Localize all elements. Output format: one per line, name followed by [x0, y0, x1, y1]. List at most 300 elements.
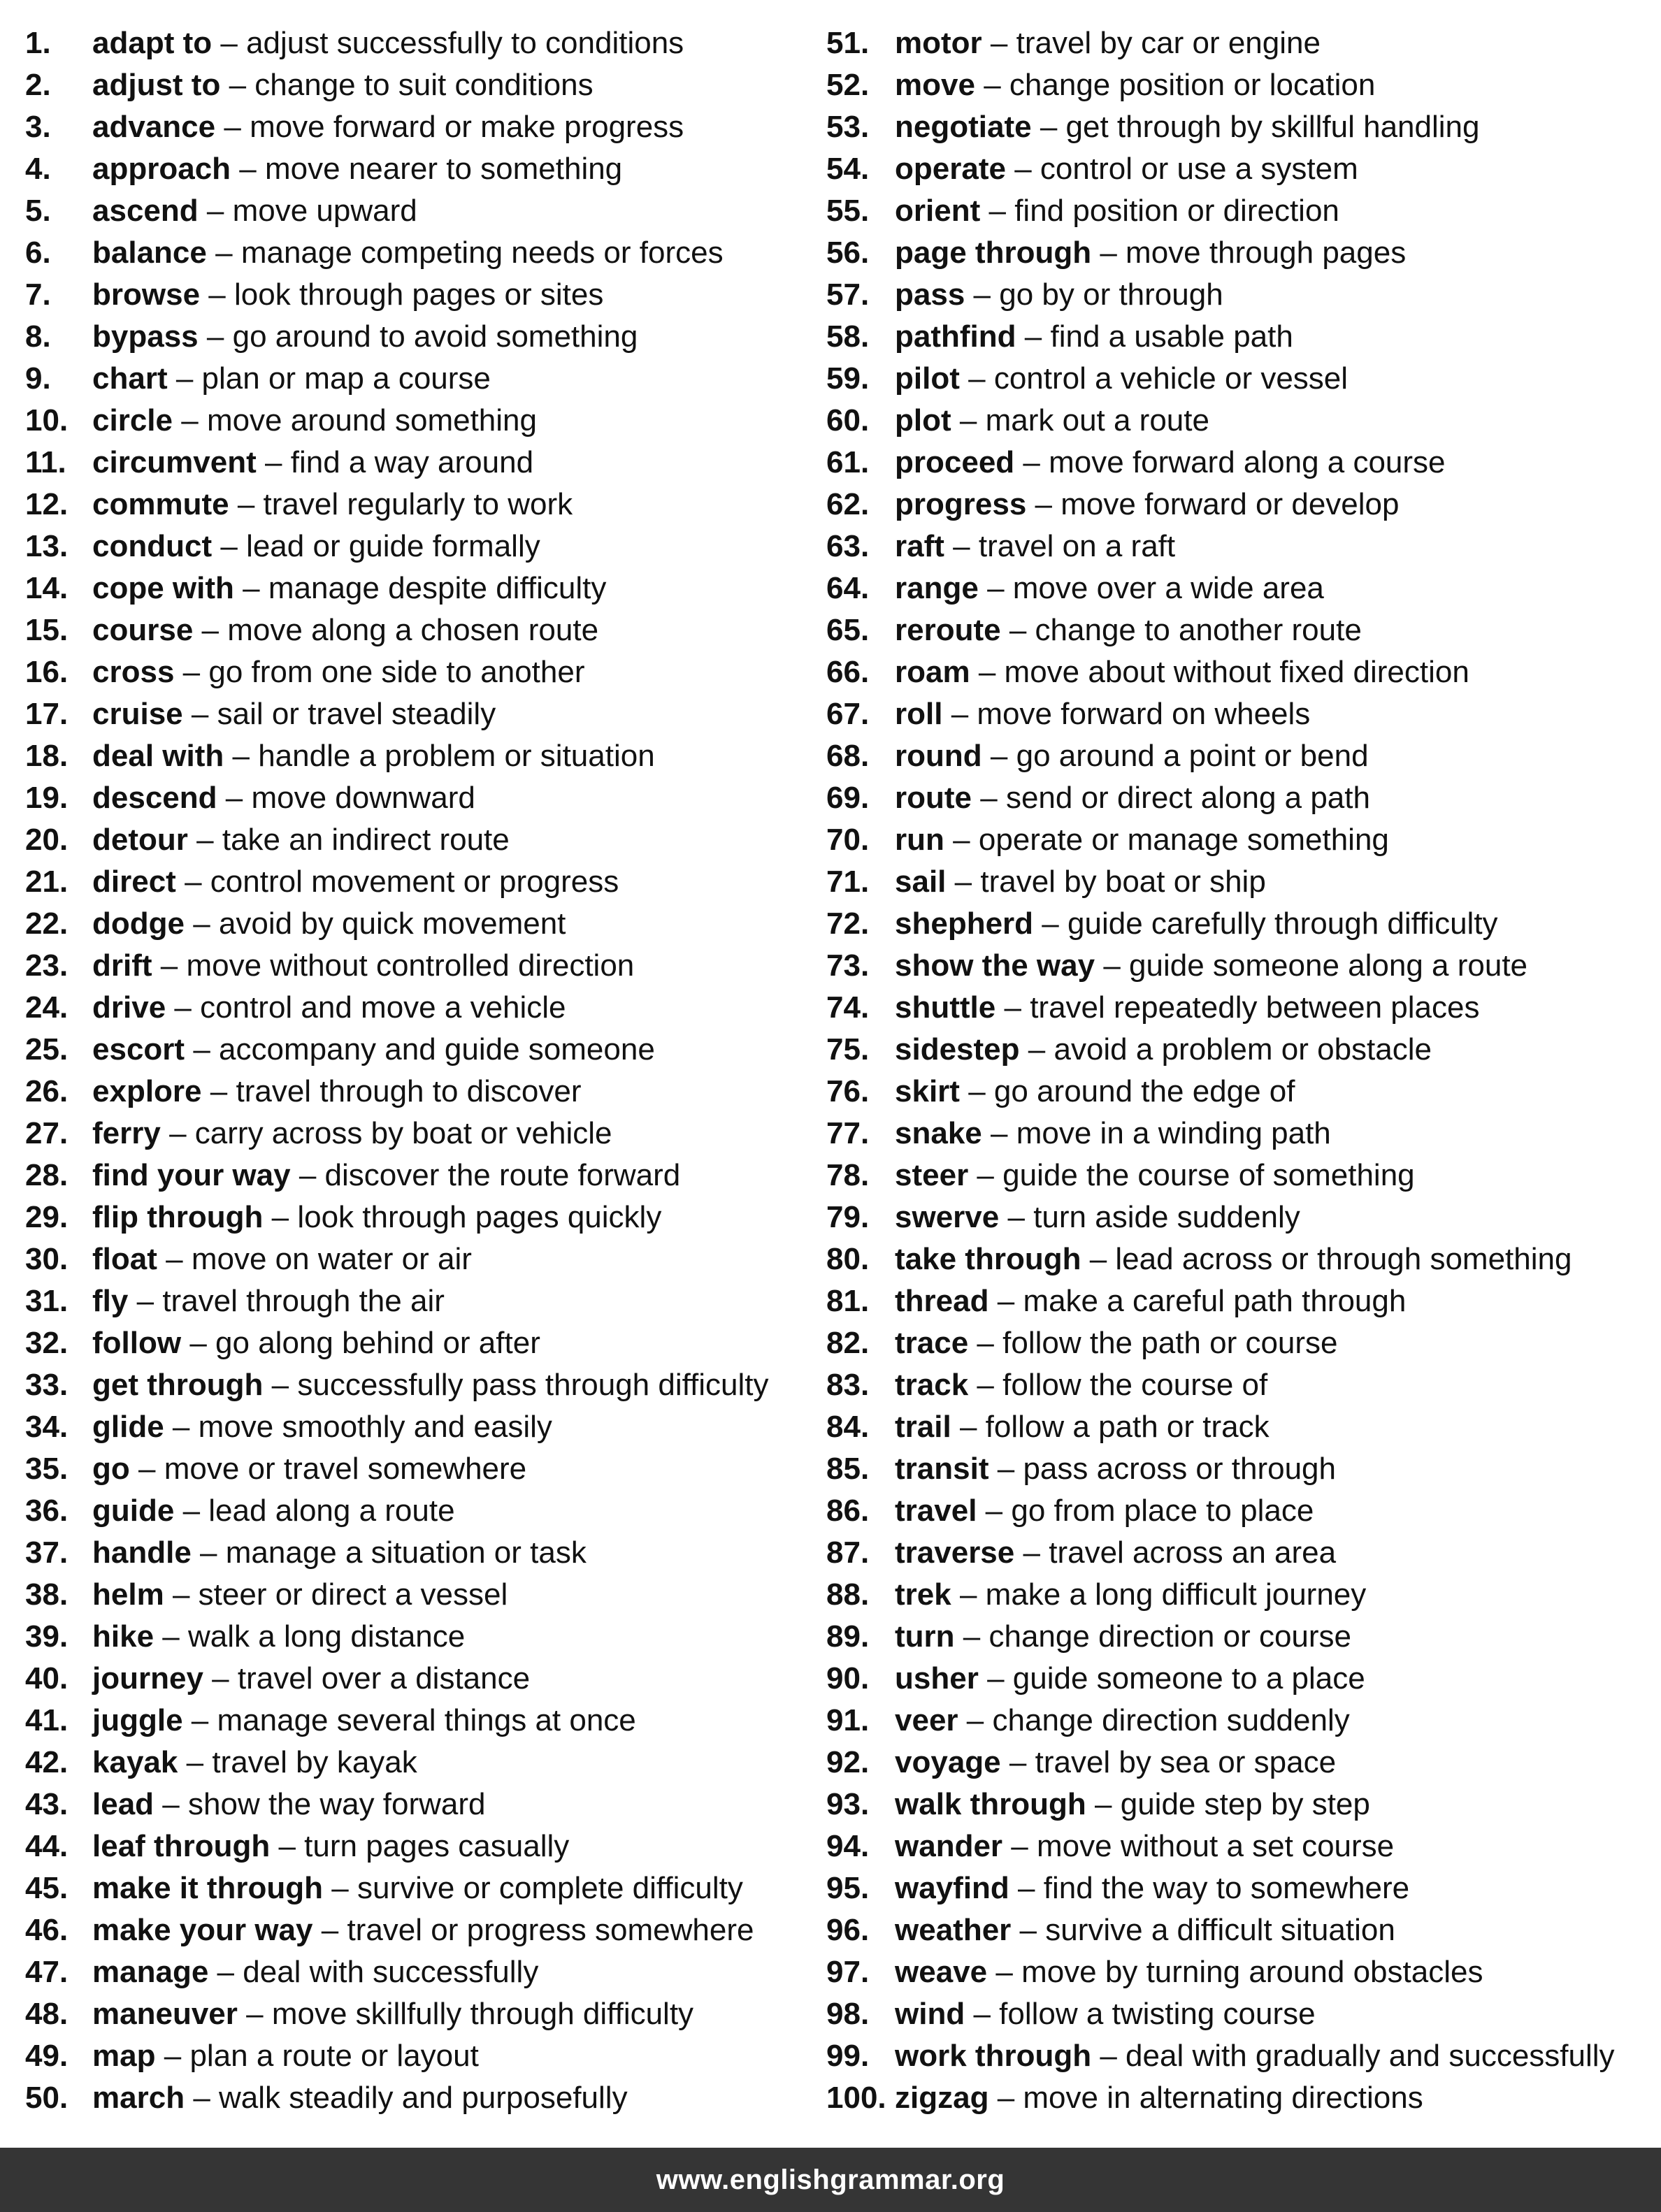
item-definition: deal with successfully: [243, 1955, 539, 1989]
item-separator: –: [136, 1284, 154, 1318]
list-item: [25, 1155, 769, 1197]
item-number: 25.: [25, 1032, 69, 1067]
list-item: [826, 1616, 1615, 1658]
list-item: [826, 106, 1615, 148]
list-item: [826, 2077, 1615, 2119]
item-number: 46.: [25, 1913, 69, 1947]
item-term: raft: [895, 529, 944, 563]
item-term: skirt: [895, 1074, 960, 1108]
item-definition: move nearer to something: [265, 152, 623, 186]
item-term: dodge: [92, 906, 185, 941]
item-term: trail: [895, 1410, 951, 1444]
item-separator: –: [977, 1368, 994, 1402]
item-definition: move forward along a course: [1049, 445, 1446, 479]
item-term: walk through: [895, 1787, 1086, 1821]
item-number: 95.: [826, 1871, 870, 1905]
item-separator: –: [186, 1745, 204, 1779]
item-term: explore: [92, 1074, 202, 1108]
list-item: [826, 148, 1615, 190]
item-term: adapt to: [92, 26, 213, 60]
item-number: 30.: [25, 1242, 69, 1276]
item-number: 13.: [25, 529, 69, 563]
item-definition: move without controlled direction: [186, 948, 635, 983]
item-number: 88.: [826, 1577, 870, 1612]
list-item: [25, 1742, 769, 1784]
item-term: map: [92, 2039, 156, 2073]
list-item: [826, 651, 1615, 693]
item-term: track: [895, 1368, 969, 1402]
item-definition: guide someone along a route: [1129, 948, 1528, 983]
item-separator: –: [331, 1871, 349, 1905]
item-separator: –: [243, 571, 260, 605]
item-definition: send or direct along a path: [1005, 781, 1370, 815]
item-definition: move in a winding path: [1016, 1116, 1331, 1150]
list-item: [826, 1700, 1615, 1742]
item-definition: lead across or through something: [1115, 1242, 1572, 1276]
item-definition: survive a difficult situation: [1045, 1913, 1395, 1947]
item-term: approach: [92, 152, 231, 186]
list-item: [826, 735, 1615, 777]
item-separator: –: [959, 1577, 977, 1612]
item-term: round: [895, 739, 982, 773]
item-number: 98.: [826, 1997, 870, 2031]
item-number: 81.: [826, 1284, 870, 1318]
list-item: [826, 1658, 1615, 1700]
list-item: [826, 1867, 1615, 1909]
list-item: [826, 777, 1615, 819]
item-number: 91.: [826, 1703, 870, 1737]
item-separator: –: [977, 1326, 994, 1360]
list-item: [25, 232, 769, 274]
item-definition: make a careful path through: [1023, 1284, 1407, 1318]
item-term: make your way: [92, 1913, 313, 1947]
list-item: [826, 1574, 1615, 1616]
item-term: circumvent: [92, 445, 257, 479]
item-term: shuttle: [895, 990, 996, 1025]
item-number: 62.: [826, 487, 870, 521]
item-definition: plan or map a course: [201, 361, 491, 396]
item-definition: move in alternating directions: [1023, 2081, 1423, 2115]
list-item: [25, 1113, 769, 1155]
item-term: trek: [895, 1577, 951, 1612]
item-term: march: [92, 2081, 185, 2115]
item-separator: –: [215, 236, 233, 270]
item-separator: –: [172, 1577, 190, 1612]
item-definition: travel repeatedly between places: [1030, 990, 1480, 1025]
item-separator: –: [299, 1158, 317, 1192]
item-definition: travel over a distance: [237, 1661, 531, 1696]
item-term: descend: [92, 781, 217, 815]
item-separator: –: [321, 1913, 339, 1947]
item-number: 54.: [826, 152, 870, 186]
item-number: 61.: [826, 445, 870, 479]
item-separator: –: [193, 2081, 210, 2115]
item-definition: manage several things at once: [217, 1703, 636, 1737]
item-term: leaf through: [92, 1829, 271, 1863]
item-number: 93.: [826, 1787, 870, 1821]
list-item: [25, 1616, 769, 1658]
item-separator: –: [1014, 152, 1032, 186]
item-term: manage: [92, 1955, 209, 1989]
item-definition: guide someone to a place: [1012, 1661, 1365, 1696]
item-number: 65.: [826, 613, 870, 647]
list-item: [25, 1238, 769, 1280]
item-number: 80.: [826, 1242, 870, 1276]
item-number: 90.: [826, 1661, 870, 1696]
item-separator: –: [271, 1368, 289, 1402]
list-item: [826, 316, 1615, 358]
item-separator: –: [968, 1074, 986, 1108]
item-term: juggle: [92, 1703, 183, 1737]
item-term: guide: [92, 1494, 175, 1528]
item-separator: –: [169, 1116, 187, 1150]
item-term: travel: [895, 1494, 977, 1528]
item-definition: steer or direct a vessel: [198, 1577, 508, 1612]
item-term: deal with: [92, 739, 224, 773]
item-definition: go around the edge of: [993, 1074, 1295, 1108]
item-definition: walk a long distance: [188, 1619, 466, 1654]
item-definition: manage competing needs or forces: [240, 236, 724, 270]
item-definition: pass across or through: [1023, 1452, 1336, 1486]
item-separator: –: [991, 1116, 1008, 1150]
item-number: 37.: [25, 1535, 69, 1570]
item-separator: –: [963, 1619, 981, 1654]
item-number: 1.: [25, 26, 51, 60]
item-separator: –: [977, 1158, 994, 1192]
item-separator: –: [185, 865, 202, 899]
item-number: 51.: [826, 26, 870, 60]
item-term: wayfind: [895, 1871, 1009, 1905]
list-item: [25, 945, 769, 987]
list-item: [826, 2035, 1615, 2077]
item-term: page through: [895, 236, 1092, 270]
list-item: [826, 484, 1615, 526]
item-number: 68.: [826, 739, 870, 773]
item-separator: –: [1011, 1829, 1028, 1863]
item-number: 5.: [25, 194, 51, 228]
item-separator: –: [987, 571, 1005, 605]
list-item: [25, 190, 769, 232]
item-definition: walk steadily and purposefully: [219, 2081, 628, 2115]
item-separator: –: [1023, 1535, 1040, 1570]
item-term: conduct: [92, 529, 213, 563]
item-definition: successfully pass through difficulty: [297, 1368, 769, 1402]
item-separator: –: [1007, 1200, 1025, 1234]
item-term: ferry: [92, 1116, 161, 1150]
item-separator: –: [1095, 1787, 1112, 1821]
item-term: circle: [92, 403, 173, 438]
item-term: bypass: [92, 319, 199, 354]
item-definition: lead or guide formally: [246, 529, 540, 563]
item-definition: travel by boat or ship: [980, 865, 1266, 899]
item-number: 4.: [25, 152, 51, 186]
item-separator: –: [954, 865, 972, 899]
item-separator: –: [1009, 613, 1027, 647]
item-number: 82.: [826, 1326, 870, 1360]
item-separator: –: [987, 1661, 1005, 1696]
item-definition: guide carefully through difficulty: [1067, 906, 1498, 941]
list-item: [25, 1490, 769, 1532]
item-number: 47.: [25, 1955, 69, 1989]
item-definition: show the way forward: [188, 1787, 486, 1821]
item-number: 72.: [826, 906, 870, 941]
list-item: [826, 232, 1615, 274]
list-item: [25, 1700, 769, 1742]
item-number: 29.: [25, 1200, 69, 1234]
list-item: [25, 1532, 769, 1574]
item-number: 26.: [25, 1074, 69, 1108]
item-definition: handle a problem or situation: [258, 739, 655, 773]
item-definition: move over a wide area: [1012, 571, 1324, 605]
item-term: journey: [92, 1661, 203, 1696]
item-term: adjust to: [92, 68, 221, 102]
list-item: [25, 484, 769, 526]
item-separator: –: [191, 697, 209, 731]
item-term: direct: [92, 865, 176, 899]
item-term: fly: [92, 1284, 129, 1318]
item-separator: –: [210, 1074, 228, 1108]
item-term: flip through: [92, 1200, 264, 1234]
item-number: 21.: [25, 865, 69, 899]
item-term: zigzag: [895, 2081, 989, 2115]
item-separator: –: [990, 26, 1008, 60]
item-definition: move upward: [232, 194, 417, 228]
item-definition: control or use a system: [1040, 152, 1358, 186]
item-number: 40.: [25, 1661, 69, 1696]
item-number: 19.: [25, 781, 69, 815]
item-term: reroute: [895, 613, 1001, 647]
item-definition: turn aside suddenly: [1033, 1200, 1300, 1234]
list-item: [826, 1364, 1615, 1406]
item-separator: –: [182, 655, 201, 689]
item-term: motor: [895, 26, 982, 60]
list-item: [826, 1448, 1615, 1490]
item-definition: move around something: [206, 403, 537, 438]
item-number: 33.: [25, 1368, 69, 1402]
item-number: 85.: [826, 1452, 870, 1486]
item-term: course: [92, 613, 194, 647]
list-item: [826, 442, 1615, 484]
item-separator: –: [1019, 1913, 1037, 1947]
item-definition: travel by kayak: [212, 1745, 417, 1779]
item-number: 14.: [25, 571, 69, 605]
item-number: 71.: [826, 865, 870, 899]
list-item: [826, 568, 1615, 609]
item-separator: –: [265, 445, 282, 479]
item-separator: –: [162, 1619, 180, 1654]
item-term: plot: [895, 403, 951, 438]
list-item: [25, 777, 769, 819]
item-term: drift: [92, 948, 152, 983]
item-definition: travel by sea or space: [1035, 1745, 1337, 1779]
item-definition: follow a path or track: [985, 1410, 1270, 1444]
list-item: [25, 442, 769, 484]
item-definition: travel or progress somewhere: [347, 1913, 754, 1947]
item-number: 100.: [826, 2081, 886, 2115]
list-item: [25, 64, 769, 106]
item-separator: –: [1009, 1745, 1027, 1779]
item-term: proceed: [895, 445, 1015, 479]
item-separator: –: [973, 1997, 991, 2031]
list-item: [25, 1993, 769, 2035]
item-number: 41.: [25, 1703, 69, 1737]
list-item: [25, 1867, 769, 1909]
item-number: 42.: [25, 1745, 69, 1779]
item-term: balance: [92, 236, 207, 270]
item-term: maneuver: [92, 1997, 238, 2031]
item-separator: –: [224, 110, 241, 144]
item-number: 89.: [826, 1619, 870, 1654]
item-term: veer: [895, 1703, 958, 1737]
list-item: [826, 1155, 1615, 1197]
item-separator: –: [201, 613, 220, 647]
item-separator: –: [229, 68, 247, 102]
item-number: 39.: [25, 1619, 69, 1654]
list-item: [25, 693, 769, 735]
item-separator: –: [172, 1410, 190, 1444]
list-item: [25, 987, 769, 1029]
item-separator: –: [271, 1200, 289, 1234]
item-separator: –: [980, 781, 998, 815]
list-item: [25, 735, 769, 777]
item-number: 6.: [25, 236, 51, 270]
item-term: sidestep: [895, 1032, 1020, 1067]
item-term: move: [895, 68, 975, 102]
list-item: [826, 1071, 1615, 1113]
footer-url[interactable]: www.englishgrammar.org: [656, 2164, 1005, 2195]
item-term: handle: [92, 1535, 192, 1570]
item-definition: move along a chosen route: [227, 613, 599, 647]
item-separator: –: [990, 739, 1008, 773]
item-definition: lead along a route: [208, 1494, 455, 1528]
item-definition: follow the course of: [1002, 1368, 1268, 1402]
item-definition: sail or travel steadily: [217, 697, 496, 731]
item-number: 49.: [25, 2039, 69, 2073]
item-number: 2.: [25, 68, 51, 102]
item-definition: travel across an area: [1049, 1535, 1337, 1570]
list-item: [826, 1322, 1615, 1364]
list-item: [826, 861, 1615, 903]
item-definition: move forward or develop: [1060, 487, 1400, 521]
list-item: [826, 400, 1615, 442]
item-number: 24.: [25, 990, 69, 1025]
item-definition: survive or complete difficulty: [357, 1871, 743, 1905]
item-number: 58.: [826, 319, 870, 354]
item-term: transit: [895, 1452, 989, 1486]
item-number: 11.: [25, 445, 66, 479]
item-number: 99.: [826, 2039, 870, 2073]
item-separator: –: [212, 1661, 229, 1696]
item-definition: go by or through: [999, 277, 1223, 312]
item-definition: go along behind or after: [215, 1326, 540, 1360]
item-term: wander: [895, 1829, 1003, 1863]
word-list-left-column: [25, 22, 769, 2119]
item-term: pass: [895, 277, 965, 312]
item-number: 34.: [25, 1410, 69, 1444]
item-separator: –: [193, 906, 210, 941]
item-term: chart: [92, 361, 168, 396]
item-number: 69.: [826, 781, 870, 815]
item-term: progress: [895, 487, 1027, 521]
item-number: 70.: [826, 823, 870, 857]
list-item: [826, 1113, 1615, 1155]
item-term: route: [895, 781, 972, 815]
list-item: [25, 1364, 769, 1406]
list-item: [826, 1909, 1615, 1951]
item-separator: –: [1028, 1032, 1046, 1067]
item-term: work through: [895, 2039, 1092, 2073]
list-item: [25, 1909, 769, 1951]
item-number: 20.: [25, 823, 69, 857]
item-separator: –: [1089, 1242, 1107, 1276]
list-item: [25, 861, 769, 903]
item-definition: travel regularly to work: [263, 487, 573, 521]
item-definition: move about without fixed direction: [1004, 655, 1469, 689]
item-definition: guide the course of something: [1002, 1158, 1415, 1192]
list-item: [25, 1071, 769, 1113]
item-separator: –: [1024, 319, 1042, 354]
item-definition: look through pages or sites: [234, 277, 604, 312]
item-definition: control and move a vehicle: [200, 990, 566, 1025]
item-definition: get through by skillful handling: [1065, 110, 1480, 144]
item-separator: –: [995, 1955, 1013, 1989]
item-term: snake: [895, 1116, 982, 1150]
item-number: 48.: [25, 1997, 69, 2031]
item-definition: plan a route or layout: [189, 2039, 479, 2073]
item-definition: move skillfully through difficulty: [271, 1997, 694, 2031]
item-number: 38.: [25, 1577, 69, 1612]
list-item: [826, 64, 1615, 106]
item-separator: –: [1040, 110, 1058, 144]
list-item: [826, 945, 1615, 987]
list-item: [25, 1280, 769, 1322]
list-item: [826, 22, 1615, 64]
list-item: [826, 1197, 1615, 1238]
item-term: wind: [895, 1997, 965, 2031]
list-item: [25, 1574, 769, 1616]
item-number: 56.: [826, 236, 870, 270]
list-item: [25, 2077, 769, 2119]
list-item: [25, 1658, 769, 1700]
item-separator: –: [997, 1284, 1015, 1318]
item-term: weave: [895, 1955, 988, 1989]
footer-bar: [0, 2148, 1661, 2212]
item-number: 3.: [25, 110, 51, 144]
item-term: steer: [895, 1158, 969, 1192]
item-separator: –: [959, 1410, 977, 1444]
item-definition: deal with gradually and successfully: [1126, 2039, 1615, 2073]
list-item: [826, 693, 1615, 735]
list-item: [826, 987, 1615, 1029]
item-number: 7.: [25, 277, 51, 312]
item-definition: control a vehicle or vessel: [993, 361, 1349, 396]
item-definition: move forward on wheels: [977, 697, 1311, 731]
item-number: 22.: [25, 906, 69, 941]
list-item: [826, 1532, 1615, 1574]
list-item: [25, 1029, 769, 1071]
item-definition: follow a twisting course: [999, 1997, 1316, 2031]
item-term: swerve: [895, 1200, 1000, 1234]
item-term: lead: [92, 1787, 154, 1821]
item-term: weather: [895, 1913, 1012, 1947]
item-definition: manage a situation or task: [225, 1535, 587, 1570]
item-term: commute: [92, 487, 229, 521]
item-separator: –: [182, 1494, 201, 1528]
list-item: [25, 22, 769, 64]
item-separator: –: [206, 194, 224, 228]
list-item: [826, 1406, 1615, 1448]
item-term: traverse: [895, 1535, 1015, 1570]
